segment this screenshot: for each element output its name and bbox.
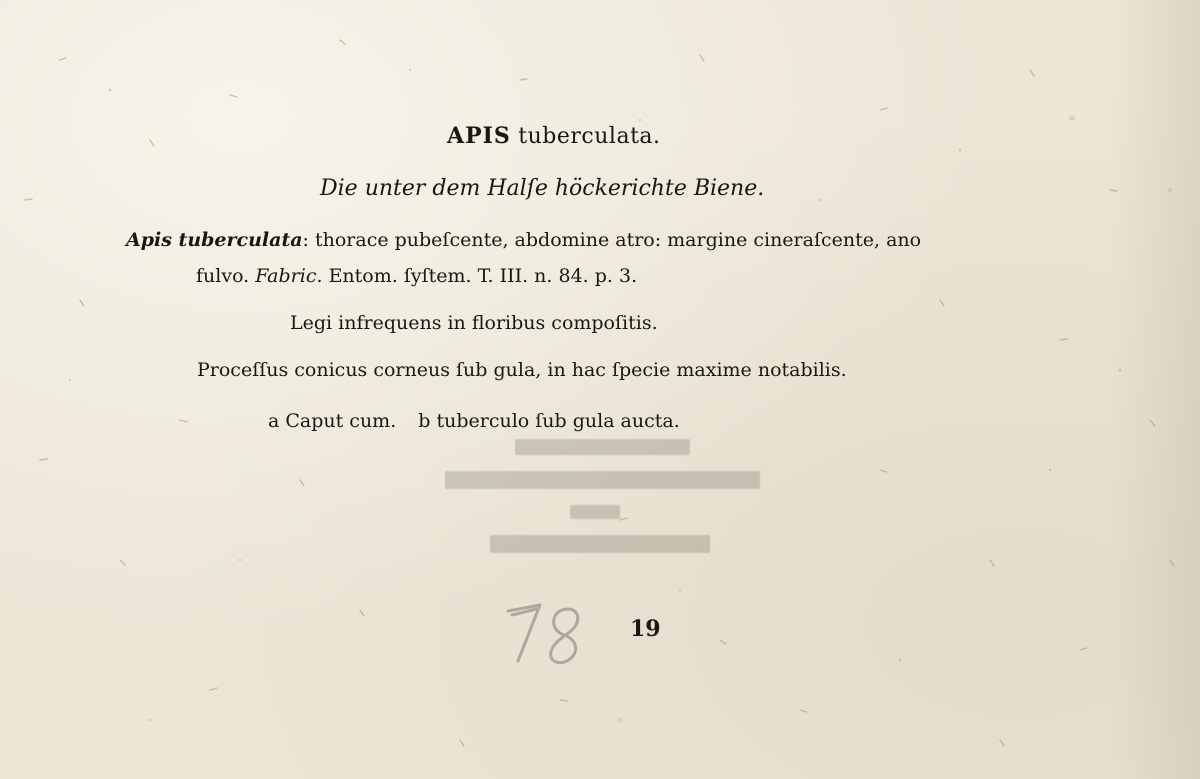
entry-color: fulvo.: [196, 265, 250, 287]
handwritten-pencil-number: [500, 595, 590, 670]
figure-caption-b: b tuberculo ſub gula aucta.: [418, 410, 680, 432]
entry-author: Fabric.: [255, 265, 323, 287]
entry-line-1: [126, 228, 921, 252]
title-species: tuberculata.: [518, 124, 661, 149]
page-subtitle: Die unter dem Halſe höckerichte Biene.: [320, 176, 765, 201]
page-title: [447, 124, 661, 149]
title-genus: APIS: [447, 123, 511, 149]
entry-reference: Entom. ſyſtem. T. III. n. 84. p. 3.: [328, 265, 638, 287]
figure-caption-a: a Caput cum.: [268, 410, 397, 432]
figure-caption: [268, 409, 680, 433]
entry-description: : thorace pubeſcente, abdomine atro: margine cineraſcente, ano: [302, 229, 922, 251]
page-number: 19: [630, 616, 661, 642]
entry-line-2: [196, 264, 637, 288]
library-stamp-bleedthrough: [430, 435, 775, 565]
entry-genus-name: Apis tuberculata: [126, 229, 303, 251]
process-note: Proceſſus conicus corneus ſub gula, in hac ſpecie maxime notabilis.: [197, 359, 847, 381]
habitat-note: Legi infrequens in floribus compoſitis.: [290, 312, 658, 334]
